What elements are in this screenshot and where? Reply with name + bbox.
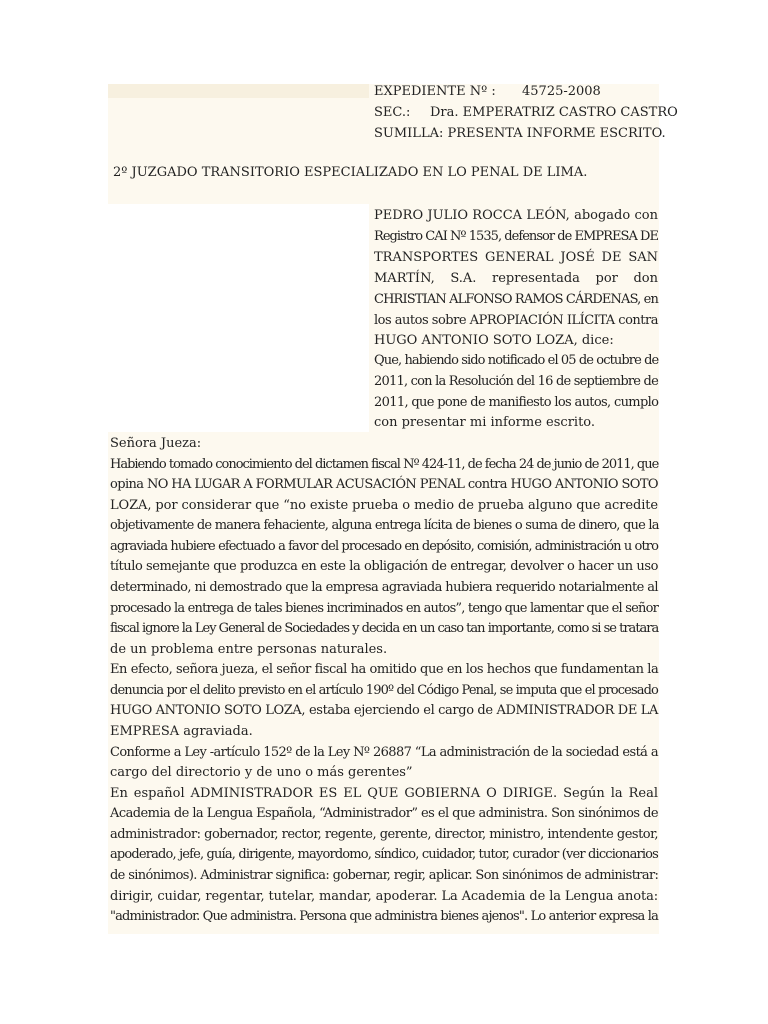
body-line: LOZA, por considerar que “no existe prueba o medio de prueba alguno que acredite	[110, 498, 658, 513]
body-line: apoderado, jefe, guía, dirigente, mayordomo, síndico, cuidador, tutor, curador (ver diccionarios	[110, 847, 658, 862]
intro-line: 2011, que pone de manifiesto los autos, cumplo	[374, 395, 659, 410]
body-line: dirigir, cuidar, regentar, tutelar, mandar, apoderar. La Academia de la Lengua anota:	[110, 889, 658, 904]
intro-line: MARTÍN, S.A. representada por don	[374, 271, 658, 286]
salutation: Señora Jueza:	[110, 436, 202, 451]
intro-line: PEDRO JULIO ROCCA LEÓN, abogado con	[374, 208, 658, 223]
body-line: cargo del directorio y de uno o más gerentes”	[110, 765, 413, 780]
header-left-strip	[108, 84, 369, 98]
expediente-number: 45725-2008	[522, 84, 601, 99]
body-line: agraviada hubiere efectuado a favor del procesado en depósito, comisión, administración u otro	[110, 539, 658, 554]
intro-line: Que, habiendo sido notificado el 05 de octubre de	[374, 353, 659, 368]
intro-line: los autos sobre APROPIACIÓN ILÍCITA contra	[374, 313, 658, 328]
body-line: En español ADMINISTRADOR ES EL QUE GOBIERNA O DIRIGE. Según la Real	[110, 786, 658, 801]
body-line: fiscal ignore la Ley General de Sociedades y decida en un caso tan importante, como si se tratara	[110, 621, 659, 636]
sec-value: Dra. EMPERATRIZ CASTRO CASTRO	[430, 105, 678, 120]
expediente-label: EXPEDIENTE Nº :	[374, 84, 496, 99]
body-line: título semejante que produzca en este la obligación de entregar, devolver o hacer un uso	[110, 559, 658, 574]
body-line: Conforme a Ley -artículo 152º de la Ley Nº 26887 “La administración de la sociedad está a	[110, 745, 658, 760]
intro-line: Registro CAI Nº 1535, defensor de EMPRESA DE	[374, 229, 658, 244]
body-line: denuncia por el delito previsto en el artículo 190º del Código Penal, se imputa que el procesado	[110, 683, 658, 698]
body-line: HUGO ANTONIO SOTO LOZA, estaba ejerciendo el cargo de ADMINISTRADOR DE LA	[110, 703, 658, 718]
intro-line: TRANSPORTES GENERAL JOSÉ DE SAN	[374, 250, 658, 265]
body-line: procesado la entrega de tales bienes incriminados en autos”, tengo que lamentar que el señor	[110, 601, 658, 616]
intro-line: con presentar mi informe escrito.	[374, 415, 596, 430]
court-title: 2º JUZGADO TRANSITORIO ESPECIALIZADO EN LO PENAL DE LIMA.	[113, 165, 588, 180]
intro-line: 2011, con la Resolución del 16 de septiembre de	[374, 374, 658, 389]
body-line: de sinónimos). Administrar significa: gobernar, regir, aplicar. Son sinónimos de administrar:	[110, 868, 659, 883]
intro-line: HUGO ANTONIO SOTO LOZA, dice:	[374, 333, 614, 348]
body-line: objetivamente de manera fehaciente, alguna entrega lícita de bienes o suma de dinero, que la	[110, 518, 659, 533]
intro-line: CHRISTIAN ALFONSO RAMOS CÁRDENAS, en	[374, 292, 658, 307]
body-line: administrador: gobernador, rector, regente, gerente, director, ministro, intendente gestor,	[110, 827, 658, 842]
sec-label: SEC.:	[374, 105, 411, 120]
body-line: Habiendo tomado conocimiento del dictamen fiscal Nº 424-11, de fecha 24 de junio de 2011, que	[110, 457, 659, 472]
body-line: En efecto, señora jueza, el señor fiscal ha omitido que en los hechos que fundamentan la	[110, 662, 659, 677]
body-line: opina NO HA LUGAR A FORMULAR ACUSACIÓN PENAL contra HUGO ANTONIO SOTO	[110, 477, 658, 492]
body-line: Academia de la Lengua Española, “Administrador” es el que administra. Son sinónimos de	[110, 806, 658, 821]
body-line: EMPRESA agraviada.	[110, 724, 253, 739]
sumilla: SUMILLA: PRESENTA INFORME ESCRITO.	[374, 126, 666, 141]
body-line: determinado, ni demostrado que la empresa agraviada hubiera requerido notarialmente al	[110, 580, 658, 595]
body-line: de un problema entre personas naturales.	[110, 642, 388, 657]
body-line: "administrador. Que administra. Persona que administra bienes ajenos". Lo anterior expresa la	[110, 909, 658, 924]
